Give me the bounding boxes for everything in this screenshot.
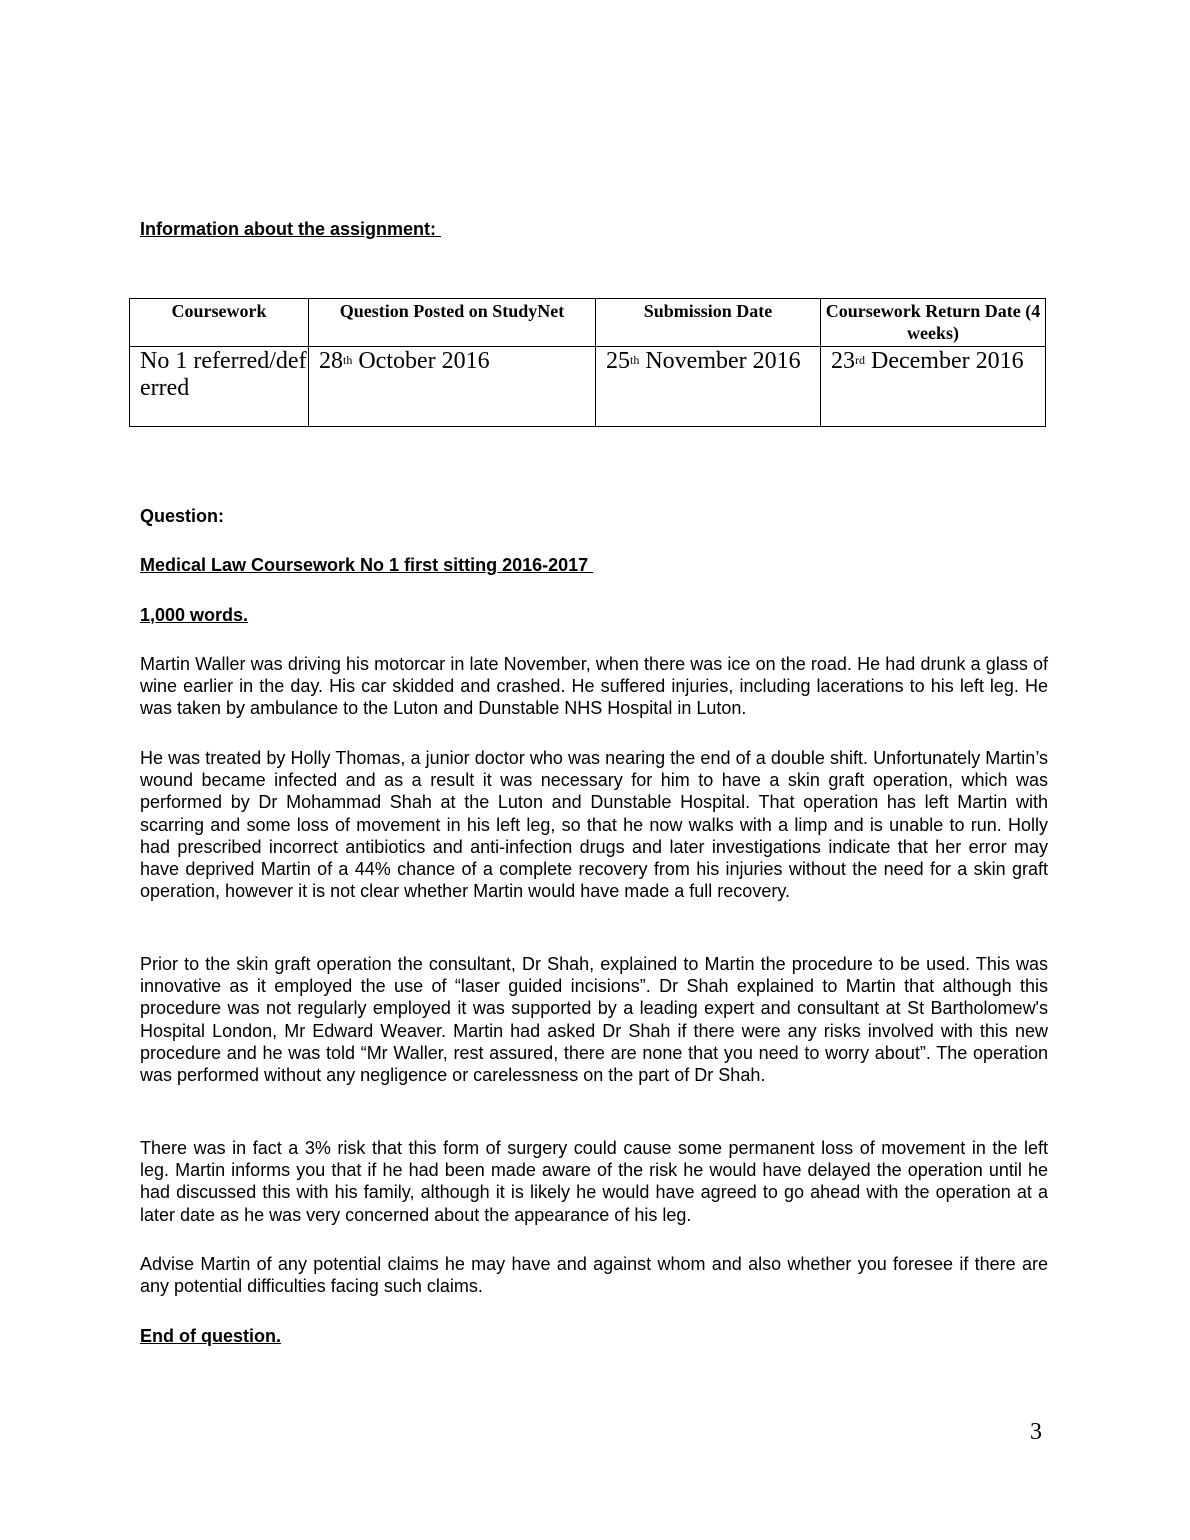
paragraph-1: Martin Waller was driving his motorcar in late November, when there was ice on the road. He had drunk a glass of wine earlier in the day. His car skidded and crashed. He suffered injuries, including lacerations to his left leg. He was taken by ambulance to the Luton and Dunstable NHS Hospital in Luton. [140, 654, 1048, 719]
return-suffix: rd [855, 353, 865, 367]
end-of-question: End of question. [140, 1326, 281, 1346]
posted-suffix: th [343, 353, 353, 367]
info-heading: Information about the assignment: [140, 219, 442, 239]
cell-question-posted [309, 347, 596, 427]
paragraph-4: There was in fact a 3% risk that this form of surgery could cause some permanent loss of movement in the left leg. Martin informs you that if he had been made aware of the risk he would have delayed the operation until he had discussed this with his family, although it is likely he would have agreed to go ahead with the operation at a later date as he was very concerned about the appearance of his leg. [140, 1138, 1048, 1225]
coursework-title: Medical Law Coursework No 1 first sitting 2016-2017 [140, 555, 594, 575]
question-label: Question: [140, 506, 224, 526]
header-coursework: Coursework [130, 299, 309, 347]
table-header-row [130, 299, 1046, 347]
return-day: 23 [831, 348, 855, 374]
submission-rest: November 2016 [639, 348, 801, 374]
header-return-date: Coursework Return Date (4 weeks) [821, 299, 1046, 347]
page-number: 3 [1030, 1419, 1042, 1445]
word-count: 1,000 words. [140, 605, 249, 625]
paragraph-2: He was treated by Holly Thomas, a junior doctor who was nearing the end of a double shift. Unfortunately Martin’s wound became infected and as a result it was necessary for him to have a skin graft operation, which was performed by Dr Mohammad Shah at the Luton and Dunstable Hospital. That operation has left Martin with scarring and some loss of movement in his left leg, so that he now walks with a limp and is unable to run. Holly had prescribed incorrect antibiotics and anti-infection drugs and later investigations indicate that her error may have deprived Martin of a 44% chance of a complete recovery from his injuries without the need for a skin graft operation, however it is not clear whether Martin would have made a full recovery. [140, 748, 1048, 902]
cell-submission-date [596, 347, 821, 427]
submission-day: 25 [606, 348, 630, 374]
cell-return-date [821, 347, 1046, 427]
header-question-posted: Question Posted on StudyNet [309, 299, 596, 347]
posted-rest: October 2016 [352, 348, 490, 374]
cell-coursework: No 1 referred/deferred [130, 347, 309, 427]
assignment-info-table [129, 298, 1046, 427]
paragraph-5: Advise Martin of any potential claims he may have and against whom and also whether you foresee if there are any potential difficulties facing such claims. [140, 1254, 1048, 1297]
return-rest: December 2016 [865, 348, 1024, 374]
header-submission-date: Submission Date [596, 299, 821, 347]
paragraph-3: Prior to the skin graft operation the consultant, Dr Shah, explained to Martin the procedure to be used. This was innovative as it employed the use of “laser guided incisions”. Dr Shah explained to Martin that although this procedure was not regularly employed it was supported by a leading expert and consultant at St Bartholomew's Hospital London, Mr Edward Weaver. Martin had asked Dr Shah if there were any risks involved with this new procedure and he was told “Mr Waller, rest assured, there are none that you need to worry about”. The operation was performed without any negligence or carelessness on the part of Dr Shah. [140, 954, 1048, 1086]
submission-suffix: th [630, 353, 640, 367]
table-row [130, 347, 1046, 427]
posted-day: 28 [319, 348, 343, 374]
